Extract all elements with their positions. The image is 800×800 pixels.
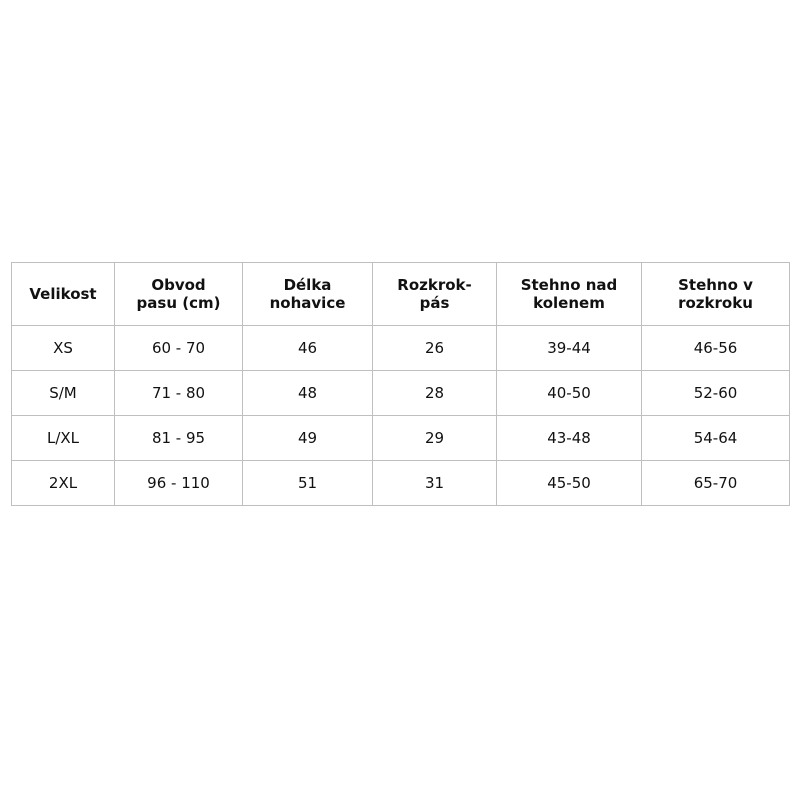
cell-thigh-crotch: 46-56 <box>642 326 790 371</box>
cell-size: XS <box>12 326 115 371</box>
header-thigh-above-knee-label: Stehno nad kolenem <box>520 276 618 312</box>
cell-size: S/M <box>12 371 115 416</box>
header-size <box>12 263 115 326</box>
cell-size: 2XL <box>12 461 115 506</box>
cell-waist: 81 - 95 <box>115 416 243 461</box>
table-header-row <box>12 263 790 326</box>
header-rise-label: Rozkrok- pás <box>397 276 472 312</box>
cell-rise: 29 <box>373 416 497 461</box>
cell-thigh-crotch: 65-70 <box>642 461 790 506</box>
header-thigh-above-knee <box>497 263 642 326</box>
table-row <box>12 326 790 371</box>
cell-size: L/XL <box>12 416 115 461</box>
cell-rise: 26 <box>373 326 497 371</box>
cell-leg-length: 51 <box>243 461 373 506</box>
header-rise <box>373 263 497 326</box>
header-leg-length-label: Délka nohavice <box>269 276 346 312</box>
header-thigh-crotch-label: Stehno v rozkroku <box>678 276 753 312</box>
cell-leg-length: 48 <box>243 371 373 416</box>
cell-rise: 31 <box>373 461 497 506</box>
table-row <box>12 461 790 506</box>
cell-waist: 60 - 70 <box>115 326 243 371</box>
size-chart-table <box>11 262 790 506</box>
header-size-label: Velikost <box>29 285 97 303</box>
cell-thigh-above-knee: 45-50 <box>497 461 642 506</box>
header-waist <box>115 263 243 326</box>
cell-thigh-crotch: 54-64 <box>642 416 790 461</box>
cell-leg-length: 49 <box>243 416 373 461</box>
cell-thigh-above-knee: 39-44 <box>497 326 642 371</box>
cell-thigh-above-knee: 40-50 <box>497 371 642 416</box>
cell-thigh-above-knee: 43-48 <box>497 416 642 461</box>
header-leg-length <box>243 263 373 326</box>
table-row <box>12 371 790 416</box>
table-row <box>12 416 790 461</box>
cell-leg-length: 46 <box>243 326 373 371</box>
header-thigh-crotch <box>642 263 790 326</box>
cell-waist: 96 - 110 <box>115 461 243 506</box>
cell-waist: 71 - 80 <box>115 371 243 416</box>
cell-thigh-crotch: 52-60 <box>642 371 790 416</box>
header-waist-label: Obvod pasu (cm) <box>136 276 221 312</box>
cell-rise: 28 <box>373 371 497 416</box>
